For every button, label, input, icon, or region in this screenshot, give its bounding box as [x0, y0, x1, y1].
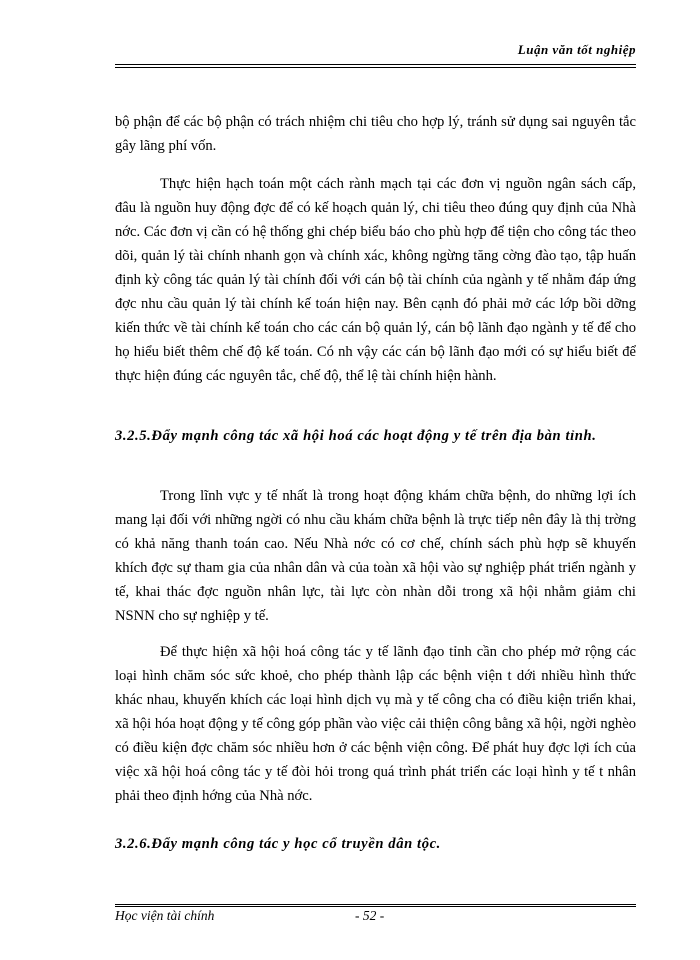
paragraph-1: bộ phận để các bộ phận có trách nhiệm chi tiêu cho hợp lý, tránh sử dụng sai nguyên tắc gây lãng phí vốn.	[115, 114, 636, 154]
header-title: Luận văn tốt nghiệp	[517, 42, 636, 57]
paragraph-4: Để thực hiện xã hội hoá công tác y tế lãnh đạo tỉnh cần cho phép mở rộng các loại hình chăm sóc sức khoẻ, cho phép thành lập các bệnh viện t dới nhiều hình thức khác nhau, khuyến khích các loại hình dịch vụ mà y tế công cha có điều kiện triển khai, xã hội hóa hoạt động y tế công góp phần vào việc cải thiện công bằng xã hội, ngời nghèo có điều kiện đợc chăm sóc nhiều hơn ở các bệnh viện công. Để phát huy đợc lợi ích của việc xã hội hoá công tác y tế đòi hỏi trong quá trình phát triển các loại hình y tế t nhân phải theo định hớng của Nhà nớc.	[115, 644, 636, 804]
page-number: - 52 -	[355, 908, 385, 923]
paragraph-2: Thực hiện hạch toán một cách rành mạch tại các đơn vị nguồn ngân sách cấp, đâu là nguồn huy động đợc để có kế hoạch quản lý, chi tiêu theo đúng quy định của Nhà nớc. Các đơn vị cần có hệ thống ghi chép biểu báo cho phù hợp để tiện cho công tác theo dõi, quản lý tài chính nhanh gọn và chính xác, không ngừng tăng cờng đào tạo, tập huấn định kỳ công tác quản lý tài chính đối với cán bộ tài chính của ngành y tế nhằm đáp ứng đợc nhu cầu quản lý tài chính kế toán hiện nay. Bên cạnh đó phải mở các lớp bồi dỡng kiến thức về tài chính kế toán cho các cán bộ quản lý, cán bộ lãnh đạo ngành y tế để cho họ hiểu biết thêm chế độ kế toán. Có nh vậy các cán bộ lãnh đạo mới có sự hiểu biết để thực hiện đúng các nguyên tắc, chế độ, thể lệ tài chính hiện hành.	[115, 176, 636, 384]
header-rule	[115, 64, 636, 65]
paragraph-3: Trong lĩnh vực y tế nhất là trong hoạt động khám chữa bệnh, do những lợi ích mang lại đối với những ngời có nhu cầu khám chữa bệnh là trực tiếp nên đây là thị trờng có khả năng thanh toán cao. Nếu Nhà nớc có cơ chế, chính sách phù hợp sẽ khuyến khích đợc sự tham gia của nhân dân và của toàn xã hội vào sự nghiệp phát triển ngành y tế, khai thác đợc nguồn nhân lực, tài lực còn nhàn dỗi trong xã hội nhằm giảm chi NSNN cho sự nghiệp y tế.	[115, 488, 636, 624]
header-rule-thin	[115, 67, 636, 68]
footer-institution: Học viện tài chính	[115, 908, 215, 923]
footer-rule-thin	[115, 904, 636, 905]
footer-rule	[115, 906, 636, 907]
section-heading-3-2-5: 3.2.5.Đẩy mạnh công tác xã hội hoá các hoạt động y tế trên địa bàn tỉnh.	[115, 428, 597, 444]
section-heading-3-2-6: 3.2.6.Đẩy mạnh công tác y học cổ truyền dân tộc.	[115, 836, 441, 852]
